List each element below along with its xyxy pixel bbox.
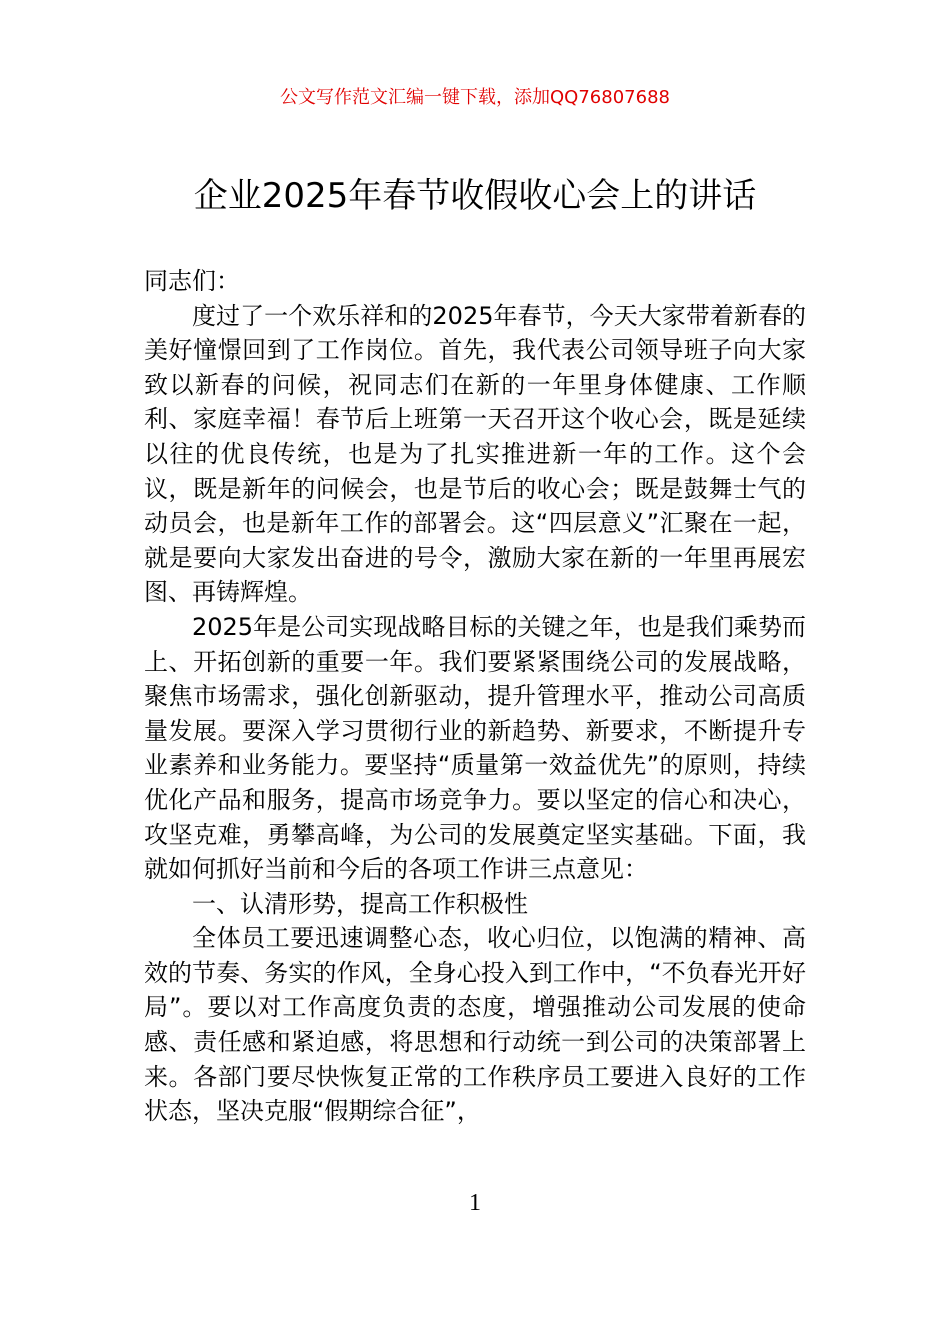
paragraph-opening: 度过了一个欢乐祥和的2025年春节，今天大家带着新春的美好憧憬回到了工作岗位。首先，我代表公司领导班子向大家致以新春的问候，祝同志们在新的一年里身体健康、工作顺利、家庭幸福！春节后上班第一天召开这个收心会，既是延续以往的优良传统，也是为了扎实推进新一年的工作。这个会议，既是新年的问候会，也是节后的收心会；既是鼓舞士气的动员会，也是新年工作的部署会。这“四层意义”汇聚在一起，就是要向大家发出奋进的号令，激励大家在新的一年里再展宏图、再铸辉煌。 bbox=[144, 301, 806, 607]
section-heading-1: 一、认清形势，提高工作积极性 bbox=[192, 889, 528, 918]
salutation: 同志们： bbox=[144, 267, 240, 295]
document-title: 企业2025年春节收假收心会上的讲话 bbox=[193, 176, 757, 216]
document-body bbox=[144, 264, 806, 1129]
paragraph-key-year: 2025年是公司实现战略目标的关键之年，也是我们乘势而上、开拓创新的重要一年。我们要紧紧围绕公司的发展战略，聚焦市场需求，强化创新驱动，提升管理水平，推动公司高质量发展。要深入学习贯彻行业的新趋势、新要求，不断提升专业素养和业务能力。要坚持“质量第一效益优先”的原则，持续优化产品和服务，提高市场竞争力。要以坚定的信心和决心，攻坚克难，勇攀高峰，为公司的发展奠定坚实基础。下面，我就如何抓好当前和今后的各项工作讲三点意见： bbox=[144, 612, 806, 884]
paragraph-section-1: 全体员工要迅速调整心态，收心归位，以饱满的精神、高效的节奏、务实的作风，全身心投入到工作中，“不负春光开好局”。要以对工作高度负责的态度，增强推动公司发展的使命感、责任感和紧迫感，将思想和行动统一到公司的决策部署上来。各部门要尽快恢复正常的工作秩序员工要进入良好的工作状态，坚决克服“假期综合征”， bbox=[144, 924, 806, 1126]
download-notice: 公文写作范文汇编一键下载，添加QQ76807688 bbox=[280, 87, 670, 108]
page-number: 1 bbox=[469, 1190, 481, 1216]
